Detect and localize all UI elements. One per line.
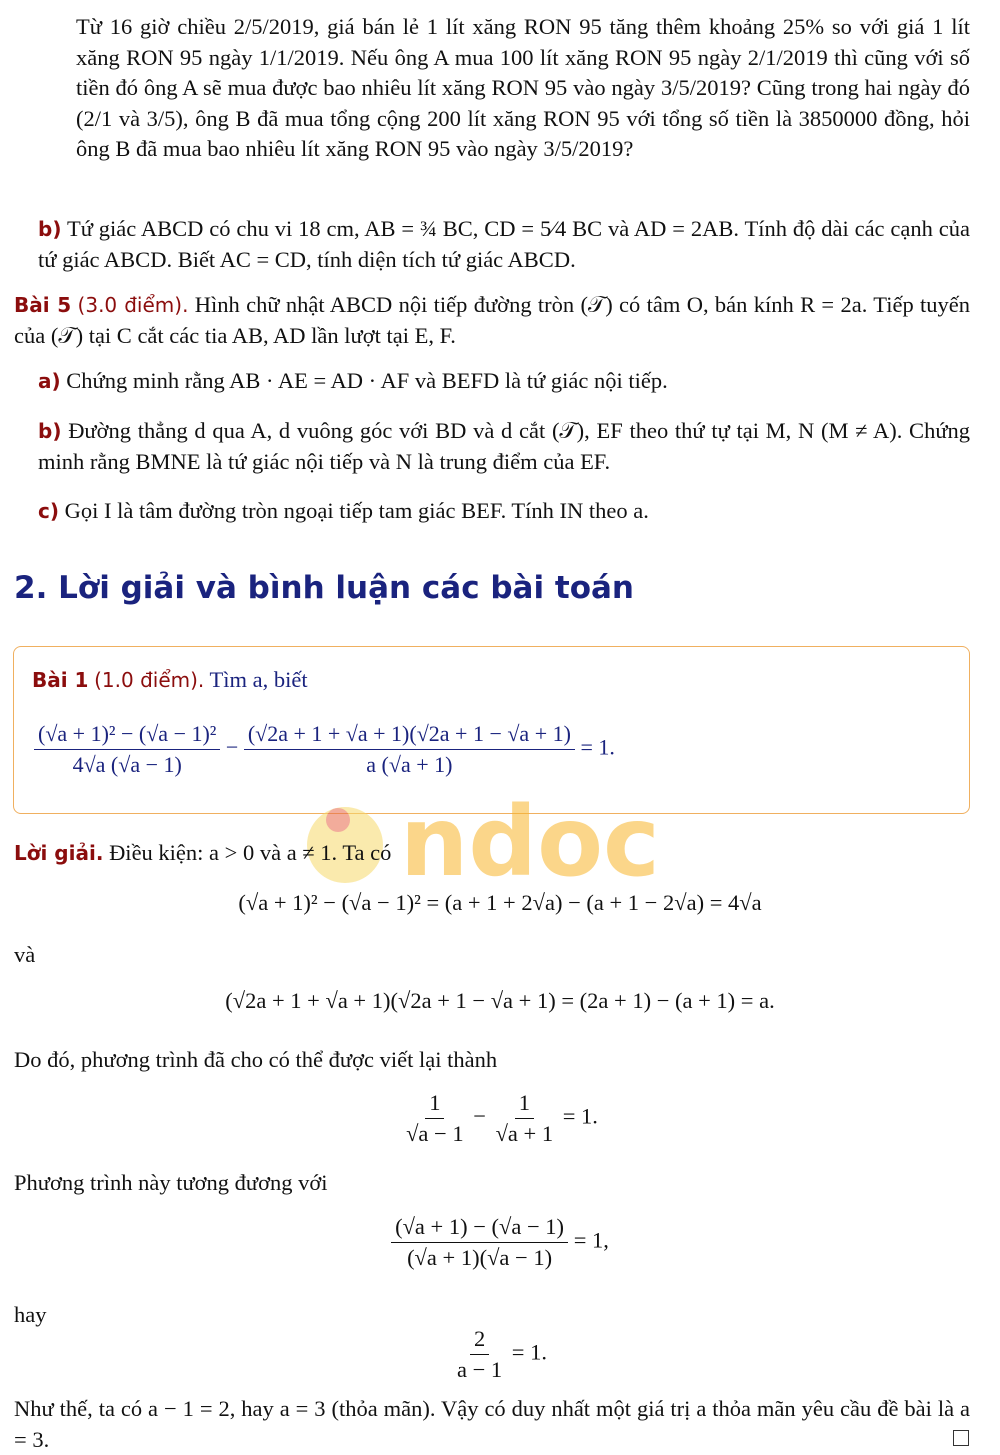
problem-points: (1.0 điểm). xyxy=(94,668,205,692)
problem-text: Tìm a, biết xyxy=(209,667,308,692)
item-label: b) xyxy=(38,217,62,241)
equation-rhs: = 1. xyxy=(580,734,615,760)
problem-points: (3.0 điểm). xyxy=(77,293,189,317)
text-va: và xyxy=(14,942,36,967)
fraction-numerator: 2 xyxy=(470,1326,489,1355)
item-label: c) xyxy=(38,499,59,523)
fraction-denominator: (√a + 1)(√a − 1) xyxy=(407,1245,553,1270)
qed-square-icon xyxy=(953,1430,969,1446)
fraction-denominator: √a + 1 xyxy=(495,1121,554,1146)
problem-1-box xyxy=(13,646,970,814)
svg-text:ndoc: ndoc xyxy=(400,790,660,890)
text-hay: hay xyxy=(14,1302,47,1327)
equation-rhs: = 1. xyxy=(562,1103,598,1129)
minus-sign: − xyxy=(225,734,239,760)
item-text: Đường thẳng d qua A, d vuông góc với BD và d cắt (𝒯), EF theo thứ tự tại M, N (M ≠ A). Chứng minh rằng BMNE là tứ giác nội tiếp và N là trung điểm của EF. xyxy=(38,418,971,474)
problem-label: Bài 5 xyxy=(14,293,72,317)
problem-intro: Từ 16 giờ chiều 2/5/2019, giá bán lẻ 1 lít xăng RON 95 tăng thêm khoảng 25% so với giá 1 lít xăng RON 95 ngày 1/1/2019. Nếu ông A mua 100 lít xăng RON 95 ngày 2/1/2019 thì cũng với số tiền đó ông A sẽ mua được bao nhiêu lít xăng RON 95 vào ngày 3/5/2019? Cũng trong hai ngày đó (2/1 và 3/5), ông B đã mua tổng cộng 200 lít xăng RON 95 với tổng số tiền là 3850000 đồng, hỏi ông B đã mua bao nhiêu lít xăng RON 95 vào ngày 3/5/2019? xyxy=(76,14,970,161)
problem-5c xyxy=(38,496,970,527)
fraction-denominator: √a − 1 xyxy=(406,1121,464,1146)
problem-5b xyxy=(38,416,970,477)
fraction-numerator: 1 xyxy=(425,1090,444,1119)
solution-label: Lời giải. xyxy=(14,841,104,865)
fraction-numerator: (√a + 1) − (√a − 1) xyxy=(391,1214,568,1243)
solution-conclusion: Như thế, ta có a − 1 = 2, hay a = 3 (thỏa mãn). Vậy có duy nhất một giá trị a thỏa mãn yêu cầu đề bài là a = 3. xyxy=(14,1396,970,1452)
fraction-numerator: (√2a + 1 + √a + 1)(√2a + 1 − √a + 1) xyxy=(244,721,575,750)
problem-4b xyxy=(38,214,970,275)
minus-sign: − xyxy=(473,1103,486,1129)
solution-condition: Điều kiện: a > 0 và a ≠ 1. Ta có xyxy=(109,840,392,865)
problem-5a xyxy=(38,366,970,397)
equation-5 xyxy=(0,1326,1000,1383)
problem-5 xyxy=(14,290,970,351)
text-equivalent: Phương trình này tương đương với xyxy=(14,1170,328,1195)
item-text: Chứng minh rằng AB · AE = AD · AF và BEFD là tứ giác nội tiếp. xyxy=(66,368,668,393)
equation-rhs: = 1. xyxy=(511,1339,547,1365)
equation-4 xyxy=(0,1214,1000,1271)
equation-2: (√2a + 1 + √a + 1)(√2a + 1 − √a + 1) = (2a + 1) − (a + 1) = a. xyxy=(225,988,775,1013)
item-text: Tứ giác ABCD có chu vi 18 cm, AB = ¾ BC, CD = 5⁄4 BC và AD = 2AB. Tính độ dài các cạnh của tứ giác ABCD. Biết AC = CD, tính diện tích tứ giác ABCD. xyxy=(38,216,970,272)
fraction-numerator: 1 xyxy=(515,1090,534,1119)
fraction-denominator: a − 1 xyxy=(456,1357,503,1382)
problem-label: Bài 1 xyxy=(32,668,89,692)
fraction-numerator: (√a + 1)² − (√a − 1)² xyxy=(34,721,220,750)
problem-1-equation xyxy=(34,721,615,778)
problem-text: Hình chữ nhật ABCD nội tiếp đường tròn (𝒯) có tâm O, bán kính R = 2a. Tiếp tuyến của (𝒯) tại C cắt các tia AB, AD lần lượt tại E, F. xyxy=(14,292,971,348)
problem-1-statement xyxy=(32,665,308,696)
solution-intro xyxy=(14,838,970,869)
equation-rhs: = 1, xyxy=(573,1227,609,1253)
item-label: a) xyxy=(38,369,61,393)
section-title: 2. Lời giải và bình luận các bài toán xyxy=(14,570,634,606)
text-rewrite: Do đó, phương trình đã cho có thể được viết lại thành xyxy=(14,1047,498,1072)
fraction-denominator: a (√a + 1) xyxy=(366,752,453,777)
equation-1: (√a + 1)² − (√a − 1)² = (a + 1 + 2√a) − (a + 1 − 2√a) = 4√a xyxy=(238,890,762,915)
fraction-denominator: 4√a (√a − 1) xyxy=(72,752,182,777)
item-text: Gọi I là tâm đường tròn ngoại tiếp tam giác BEF. Tính IN theo a. xyxy=(64,498,649,523)
item-label: b) xyxy=(38,419,62,443)
equation-3 xyxy=(0,1090,1000,1147)
